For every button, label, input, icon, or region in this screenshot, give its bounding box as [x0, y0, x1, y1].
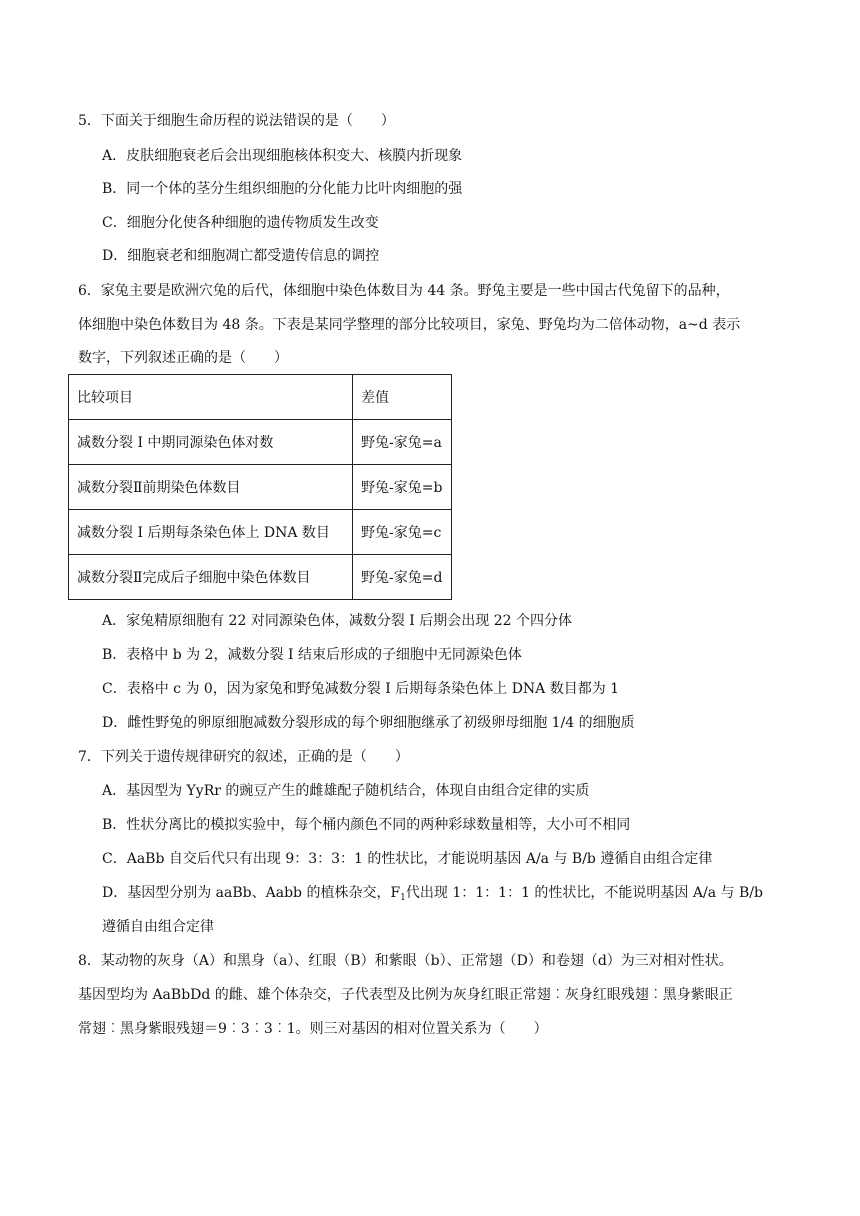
- q7-stem: 7．下列关于遗传规律研究的叙述，正确的是（ ）: [78, 749, 409, 765]
- table-cell: 野兔-家兔=c: [353, 510, 452, 555]
- comparison-table: [68, 374, 452, 600]
- table-cell: 减数分裂 I 中期同源染色体对数: [69, 420, 353, 465]
- q6-stem-line-2: 体细胞中染色体数目为 48 条。下表是某同学整理的部分比较项目，家兔、野兔均为二倍体动物，a~d 表示: [78, 317, 741, 333]
- q7-option-a: A．基因型为 YyRr 的豌豆产生的雌雄配子随机结合，体现自由组合定律的实质: [102, 783, 590, 799]
- q5-option-c: C．细胞分化使各种细胞的遗传物质发生改变: [102, 215, 379, 231]
- q6-stem-line-1: 6．家兔主要是欧洲穴兔的后代，体细胞中染色体数目为 44 条。野兔主要是一些中国古代兔留下的品种，: [78, 283, 730, 299]
- table-cell: 减数分裂 I 后期每条染色体上 DNA 数目: [69, 510, 353, 555]
- table-header-cell: 比较项目: [69, 375, 353, 420]
- q5-option-a: A．皮肤细胞衰老后会出现细胞核体积变大、核膜内折现象: [102, 148, 463, 164]
- q6-option-b: B．表格中 b 为 2，减数分裂 I 结束后形成的子细胞中无同源染色体: [102, 647, 522, 663]
- q7-option-d-text-after: 代出现 1：1：1：1 的性状比，不能说明基因 A/a 与 B/b: [405, 885, 763, 901]
- table-cell: 减数分裂Ⅱ前期染色体数目: [69, 465, 353, 510]
- table-header-cell: 差值: [353, 375, 452, 420]
- table-cell: 减数分裂Ⅱ完成后子细胞中染色体数目: [69, 555, 353, 600]
- table-row: [69, 555, 452, 600]
- table-cell: 野兔-家兔=b: [353, 465, 452, 510]
- q7-option-c: C．AaBb 自交后代只有出现 9：3：3：1 的性状比，才能说明基因 A/a 与 B/b 遵循自由组合定律: [102, 851, 713, 867]
- q8-stem-line-1: 8．某动物的灰身（A）和黑身（a）、红眼（B）和紫眼（b）、正常翅（D）和卷翅（d）为三对相对性状。: [78, 953, 733, 969]
- q7-option-b: B．性状分离比的模拟实验中，每个桶内颜色不同的两种彩球数量相等，大小可不相同: [102, 817, 631, 833]
- table-row: [69, 510, 452, 555]
- table-cell: 野兔-家兔=d: [353, 555, 452, 600]
- q7-option-d-continuation: 遵循自由组合定律: [102, 919, 214, 935]
- table-header-row: [69, 375, 452, 420]
- q5-option-d: D．细胞衰老和细胞凋亡都受遗传信息的调控: [102, 248, 380, 264]
- q6-option-a: A．家兔精原细胞有 22 对同源染色体，减数分裂 I 后期会出现 22 个四分体: [102, 613, 572, 629]
- q6-option-d: D．雌性野兔的卵原细胞减数分裂形成的每个卵细胞继承了初级卵母细胞 1/4 的细胞质: [102, 715, 635, 731]
- q7-option-d-text-before: D．基因型分别为 aaBb、Aabb 的植株杂交，F: [102, 885, 401, 901]
- q6-option-c: C．表格中 c 为 0，因为家兔和野兔减数分裂 I 后期每条染色体上 DNA 数目都为 1: [102, 681, 620, 697]
- table-cell: 野兔-家兔=a: [353, 420, 452, 465]
- q8-stem-line-2: 基因型均为 AaBbDd 的雌、雄个体杂交，子代表型及比例为灰身红眼正常翅︰灰身红眼残翅︰黑身紫眼正: [78, 987, 733, 1003]
- table-row: [69, 465, 452, 510]
- q8-stem-line-3: 常翅︰黑身紫眼残翅＝9︰3︰3︰1。则三对基因的相对位置关系为（ ）: [78, 1021, 548, 1037]
- q7-option-d: [102, 883, 763, 903]
- q5-stem: 5．下面关于细胞生命历程的说法错误的是（ ）: [78, 113, 395, 129]
- q7-option-d-subscript: 1: [400, 893, 406, 903]
- table-row: [69, 420, 452, 465]
- q5-option-b: B．同一个体的茎分生组织细胞的分化能力比叶肉细胞的强: [102, 181, 463, 197]
- q6-stem-line-3: 数字，下列叙述正确的是（ ）: [78, 350, 288, 366]
